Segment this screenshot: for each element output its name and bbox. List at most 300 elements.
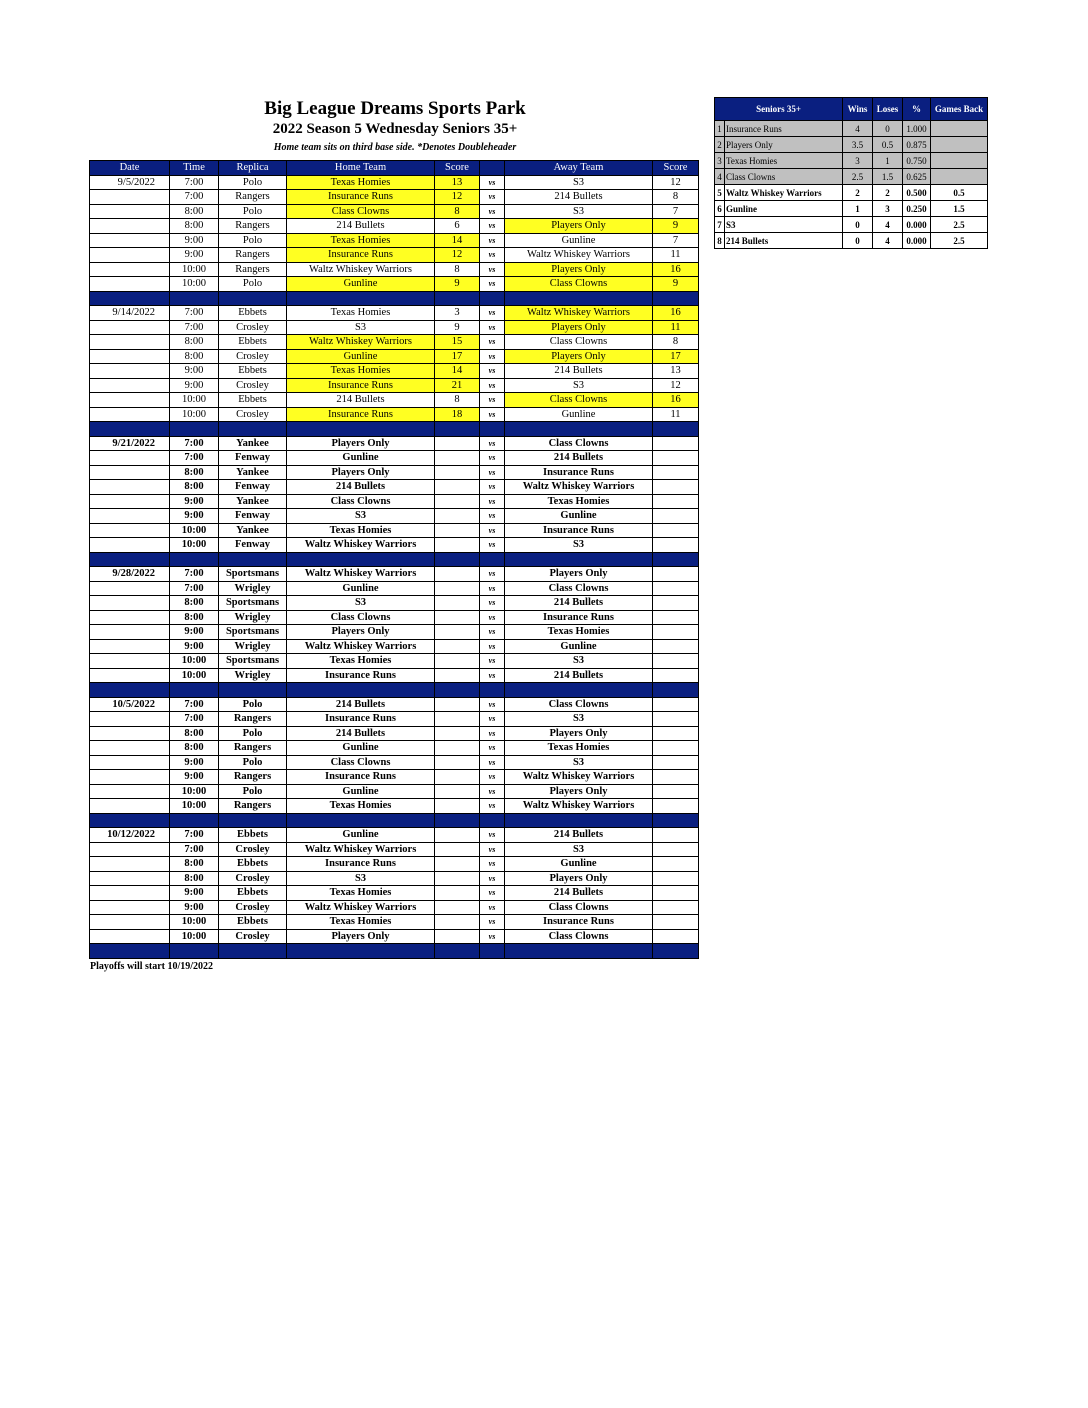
away-team: S3 [505,755,653,770]
table-row [90,596,699,611]
game-date [90,509,170,524]
home-score [435,900,480,915]
game-field: Yankee [219,523,287,538]
home-score [435,625,480,640]
home-team: Gunline [287,277,435,292]
away-team: Gunline [505,233,653,248]
game-time: 9:00 [170,378,219,393]
game-date [90,799,170,814]
home-team: Insurance Runs [287,857,435,872]
away-team: Class Clowns [505,929,653,944]
away-score [653,436,699,451]
home-team: Insurance Runs [287,378,435,393]
week-separator [90,422,699,437]
standings-wins: 3 [843,153,873,169]
game-time: 7:00 [170,320,219,335]
away-team: S3 [505,842,653,857]
table-row [90,784,699,799]
vs-label: vs [480,712,505,727]
game-date [90,465,170,480]
standings-row [715,121,988,137]
game-date [90,857,170,872]
away-score [653,697,699,712]
separator-cell [435,552,480,567]
away-score [653,625,699,640]
week-separator [90,683,699,698]
home-team: Waltz Whiskey Warriors [287,335,435,350]
away-score [653,857,699,872]
table-row [90,262,699,277]
game-time: 7:00 [170,190,219,205]
home-team: Waltz Whiskey Warriors [287,262,435,277]
game-time: 10:00 [170,929,219,944]
home-score: 15 [435,335,480,350]
away-team: Gunline [505,639,653,654]
standings-team: Texas Homies [725,153,843,169]
standings-team: 214 Bullets [725,233,843,249]
home-score [435,596,480,611]
away-score [653,915,699,930]
game-time: 10:00 [170,668,219,683]
away-team: Players Only [505,784,653,799]
separator-cell [219,552,287,567]
game-date [90,712,170,727]
away-score [653,596,699,611]
standings-row [715,201,988,217]
game-time: 10:00 [170,393,219,408]
game-time: 10:00 [170,277,219,292]
separator-cell [505,683,653,698]
game-date [90,335,170,350]
vs-label: vs [480,436,505,451]
home-team: Insurance Runs [287,190,435,205]
week-separator [90,944,699,959]
away-team: Class Clowns [505,900,653,915]
standings-rank: 8 [715,233,725,249]
schedule-header-row [90,161,699,176]
home-team: Waltz Whiskey Warriors [287,639,435,654]
vs-label: vs [480,596,505,611]
game-field: Polo [219,726,287,741]
standings-wins: 4 [843,121,873,137]
game-field: Crosley [219,871,287,886]
away-score [653,581,699,596]
table-row [90,480,699,495]
home-score: 8 [435,262,480,277]
table-row [90,204,699,219]
away-score [653,828,699,843]
game-time: 10:00 [170,407,219,422]
table-row [90,639,699,654]
home-score [435,494,480,509]
away-score [653,712,699,727]
home-team: Class Clowns [287,204,435,219]
game-field: Yankee [219,494,287,509]
home-score [435,770,480,785]
standings-team: Insurance Runs [725,121,843,137]
game-time: 8:00 [170,465,219,480]
game-time: 10:00 [170,915,219,930]
game-time: 9:00 [170,233,219,248]
home-score: 12 [435,190,480,205]
game-date [90,523,170,538]
home-score [435,799,480,814]
game-time: 7:00 [170,581,219,596]
separator-cell [219,422,287,437]
away-team: Waltz Whiskey Warriors [505,799,653,814]
game-field: Wrigley [219,581,287,596]
separator-cell [480,813,505,828]
game-date [90,741,170,756]
game-time: 9:00 [170,755,219,770]
game-time: 9:00 [170,364,219,379]
separator-cell [287,944,435,959]
home-team: Players Only [287,436,435,451]
game-time: 7:00 [170,712,219,727]
away-score: 11 [653,320,699,335]
home-team: Class Clowns [287,494,435,509]
away-team: Waltz Whiskey Warriors [505,248,653,263]
vs-label: vs [480,262,505,277]
vs-label: vs [480,857,505,872]
away-team: Texas Homies [505,625,653,640]
table-row [90,799,699,814]
away-score [653,451,699,466]
home-team: Gunline [287,451,435,466]
game-field: Yankee [219,465,287,480]
away-team: Texas Homies [505,494,653,509]
standings-wins: 2 [843,185,873,201]
game-field: Fenway [219,480,287,495]
separator-cell [505,813,653,828]
away-score [653,654,699,669]
game-date [90,277,170,292]
game-date: 9/28/2022 [90,567,170,582]
game-field: Crosley [219,929,287,944]
game-date [90,378,170,393]
home-team: Waltz Whiskey Warriors [287,900,435,915]
table-row [90,320,699,335]
separator-cell [505,291,653,306]
table-row [90,828,699,843]
separator-cell [219,813,287,828]
vs-label: vs [480,451,505,466]
vs-label: vs [480,306,505,321]
home-score [435,610,480,625]
game-time: 7:00 [170,436,219,451]
col-header-replica: Replica [219,161,287,176]
table-row [90,233,699,248]
away-score [653,784,699,799]
table-row [90,219,699,234]
away-score [653,900,699,915]
separator-cell [170,422,219,437]
vs-label: vs [480,886,505,901]
game-field: Crosley [219,320,287,335]
away-team: Players Only [505,320,653,335]
standings-rank: 1 [715,121,725,137]
standings-games-back [931,153,988,169]
home-team: Players Only [287,929,435,944]
game-time: 8:00 [170,204,219,219]
game-field: Rangers [219,741,287,756]
game-date [90,219,170,234]
col-header-time: Time [170,161,219,176]
standings-pct: 0.250 [903,201,931,217]
home-score: 6 [435,219,480,234]
away-team: Class Clowns [505,436,653,451]
game-field: Rangers [219,799,287,814]
standings-pct: 0.000 [903,233,931,249]
separator-cell [653,683,699,698]
home-team: Players Only [287,465,435,480]
separator-cell [170,291,219,306]
standings-pct: 0.750 [903,153,931,169]
table-row [90,364,699,379]
vs-label: vs [480,538,505,553]
table-row [90,755,699,770]
standings-team: S3 [725,217,843,233]
table-row [90,378,699,393]
away-team: Players Only [505,219,653,234]
standings-games-back [931,137,988,153]
vs-label: vs [480,349,505,364]
home-team: Texas Homies [287,915,435,930]
separator-cell [435,683,480,698]
game-date [90,755,170,770]
away-score: 13 [653,364,699,379]
game-time: 9:00 [170,625,219,640]
standings-games-back: 0.5 [931,185,988,201]
away-team: S3 [505,712,653,727]
away-team: 214 Bullets [505,451,653,466]
game-field: Crosley [219,407,287,422]
week-separator [90,291,699,306]
home-score [435,828,480,843]
home-team: Texas Homies [287,654,435,669]
home-score [435,784,480,799]
table-row [90,610,699,625]
game-date [90,929,170,944]
home-team: Insurance Runs [287,668,435,683]
game-time: 10:00 [170,654,219,669]
away-score [653,538,699,553]
game-field: Crosley [219,900,287,915]
home-score [435,509,480,524]
away-score: 12 [653,378,699,393]
table-row [90,697,699,712]
game-field: Fenway [219,538,287,553]
game-time: 10:00 [170,262,219,277]
standings-row [715,169,988,185]
table-row [90,625,699,640]
home-score: 21 [435,378,480,393]
home-score [435,523,480,538]
home-team: Texas Homies [287,175,435,190]
game-time: 8:00 [170,596,219,611]
vs-label: vs [480,190,505,205]
game-time: 8:00 [170,335,219,350]
vs-label: vs [480,277,505,292]
home-team: 214 Bullets [287,219,435,234]
standings-rank: 7 [715,217,725,233]
away-score: 9 [653,277,699,292]
home-score: 13 [435,175,480,190]
standings-loses: 4 [873,233,903,249]
game-date [90,625,170,640]
standings-team: Waltz Whiskey Warriors [725,185,843,201]
home-team: Class Clowns [287,610,435,625]
game-time: 7:00 [170,567,219,582]
game-time: 8:00 [170,349,219,364]
game-field: Crosley [219,842,287,857]
away-team: Insurance Runs [505,915,653,930]
table-row [90,538,699,553]
separator-cell [480,552,505,567]
separator-cell [90,683,170,698]
away-score [653,755,699,770]
game-date: 10/5/2022 [90,697,170,712]
home-team: Waltz Whiskey Warriors [287,538,435,553]
home-score [435,538,480,553]
game-date [90,639,170,654]
away-team: Players Only [505,871,653,886]
game-date [90,364,170,379]
home-team: Gunline [287,828,435,843]
away-team: Players Only [505,262,653,277]
separator-cell [90,813,170,828]
table-row [90,248,699,263]
standings-pct: 0.000 [903,217,931,233]
home-team: Waltz Whiskey Warriors [287,842,435,857]
away-team: Waltz Whiskey Warriors [505,306,653,321]
table-row [90,175,699,190]
away-score [653,799,699,814]
vs-label: vs [480,915,505,930]
separator-cell [653,813,699,828]
home-team: 214 Bullets [287,393,435,408]
away-score [653,741,699,756]
home-team: Texas Homies [287,886,435,901]
standings-rank: 4 [715,169,725,185]
home-team: Texas Homies [287,523,435,538]
separator-cell [170,944,219,959]
separator-cell [435,422,480,437]
home-team: S3 [287,871,435,886]
game-date [90,349,170,364]
game-date [90,248,170,263]
table-row [90,726,699,741]
game-field: Wrigley [219,639,287,654]
home-team: Class Clowns [287,755,435,770]
table-row [90,393,699,408]
game-field: Rangers [219,219,287,234]
standings-loses: 4 [873,217,903,233]
separator-cell [653,422,699,437]
standings-wins: 0 [843,233,873,249]
game-field: Polo [219,277,287,292]
table-row [90,349,699,364]
home-score: 8 [435,393,480,408]
vs-label: vs [480,480,505,495]
away-team: S3 [505,204,653,219]
game-date [90,654,170,669]
game-field: Fenway [219,451,287,466]
standings-loses: 0 [873,121,903,137]
home-score [435,654,480,669]
table-row [90,886,699,901]
separator-cell [170,683,219,698]
home-score [435,697,480,712]
standings-team: Class Clowns [725,169,843,185]
col-header-date: Date [90,161,170,176]
away-score: 12 [653,175,699,190]
separator-cell [505,552,653,567]
standings-header-games-back: Games Back [931,98,988,121]
vs-label: vs [480,697,505,712]
away-score [653,929,699,944]
away-team: Class Clowns [505,335,653,350]
game-date [90,393,170,408]
separator-cell [287,813,435,828]
game-date [90,262,170,277]
away-score: 11 [653,248,699,263]
home-score: 17 [435,349,480,364]
game-date: 9/14/2022 [90,306,170,321]
game-time: 10:00 [170,523,219,538]
standings-row [715,153,988,169]
standings-wins: 3.5 [843,137,873,153]
vs-label: vs [480,335,505,350]
away-score [653,480,699,495]
home-score [435,755,480,770]
home-team: Waltz Whiskey Warriors [287,567,435,582]
game-date [90,770,170,785]
away-score [653,639,699,654]
game-time: 7:00 [170,451,219,466]
separator-cell [653,944,699,959]
standings-body [715,121,988,249]
table-row [90,900,699,915]
away-team: Players Only [505,567,653,582]
away-team: 214 Bullets [505,668,653,683]
away-score: 16 [653,306,699,321]
schedule-table [89,160,699,959]
home-score [435,581,480,596]
home-team: Gunline [287,581,435,596]
standings-pct: 0.875 [903,137,931,153]
col-header-away-team: Away Team [505,161,653,176]
game-field: Yankee [219,436,287,451]
game-date [90,900,170,915]
game-field: Fenway [219,509,287,524]
game-field: Crosley [219,378,287,393]
game-field: Rangers [219,712,287,727]
standings-row [715,185,988,201]
home-team: Players Only [287,625,435,640]
table-row [90,842,699,857]
away-team: Class Clowns [505,393,653,408]
game-field: Ebbets [219,335,287,350]
home-team: S3 [287,509,435,524]
away-score [653,886,699,901]
table-row [90,915,699,930]
col-header-home-team: Home Team [287,161,435,176]
game-date: 9/21/2022 [90,436,170,451]
vs-label: vs [480,523,505,538]
table-row [90,668,699,683]
week-separator [90,552,699,567]
